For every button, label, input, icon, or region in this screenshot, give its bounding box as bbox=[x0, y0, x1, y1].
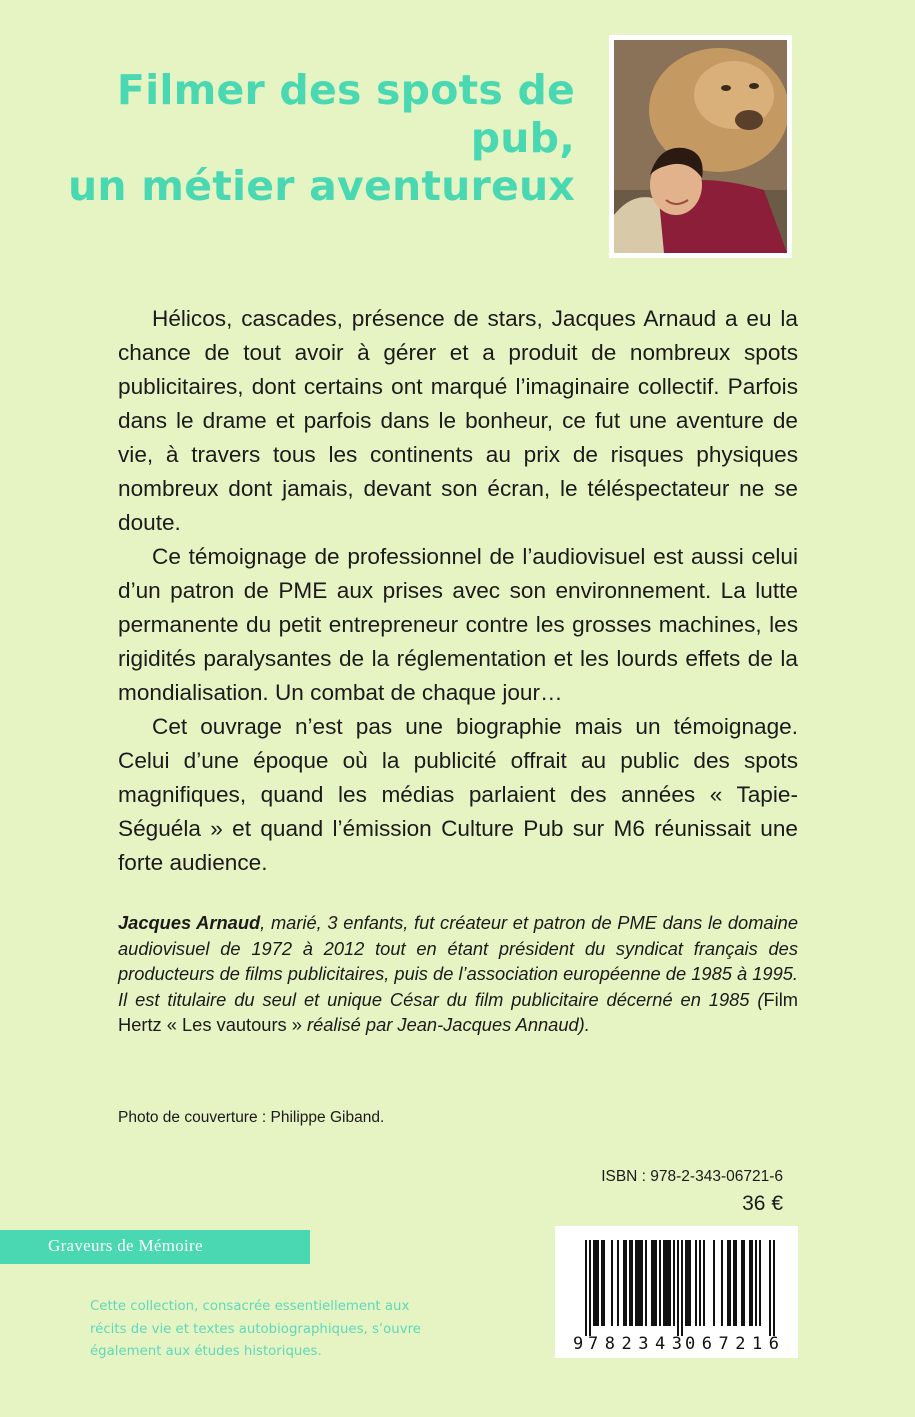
barcode-bar bbox=[673, 1240, 675, 1326]
title-line-2: un métier aventureux bbox=[68, 162, 575, 210]
synopsis-paragraph-1: Hélicos, cascades, présence de stars, Jacques Arnaud a eu la chance de tout avoir à gérer et a produit de nombreux spots publicitaires, dont certains ont marqué l’imaginaire collectif. Parfois dans le drame et parfois dans le bonheur, ce fut une aventure de vie, à travers tous les continents au prix de risques physiques nombreux dont jamais, devant son écran, le téléspectateur ne se doute. bbox=[118, 306, 798, 535]
price: 36 € bbox=[742, 1192, 783, 1215]
barcode-bar bbox=[641, 1240, 643, 1326]
photo-credit: Photo de couverture : Philippe Giband. bbox=[118, 1109, 385, 1126]
barcode-bar bbox=[601, 1240, 603, 1326]
barcode-bar bbox=[695, 1240, 697, 1326]
barcode-bar bbox=[759, 1240, 761, 1326]
barcode-bar bbox=[611, 1240, 613, 1326]
barcode-bar bbox=[625, 1240, 627, 1326]
barcode-icon bbox=[555, 1226, 798, 1358]
barcode-bar bbox=[729, 1240, 731, 1326]
author-bio bbox=[118, 910, 798, 1038]
title-line-1: Filmer des spots de pub, bbox=[116, 66, 575, 162]
barcode-bar bbox=[597, 1240, 599, 1326]
barcode-bar bbox=[593, 1240, 595, 1326]
barcode-bar bbox=[637, 1240, 639, 1326]
barcode-bar bbox=[687, 1240, 689, 1326]
barcode-bar bbox=[665, 1240, 667, 1326]
barcode-bar bbox=[667, 1240, 669, 1326]
barcode-bar bbox=[639, 1240, 641, 1326]
barcode-bar bbox=[653, 1240, 655, 1326]
barcode-bar bbox=[689, 1240, 691, 1326]
barcode-bar bbox=[651, 1240, 653, 1326]
barcode-bar bbox=[595, 1240, 597, 1326]
barcode-bar bbox=[713, 1240, 715, 1326]
barcode-bar bbox=[655, 1240, 657, 1326]
barcode-bar bbox=[585, 1240, 587, 1336]
barcode-bar bbox=[769, 1240, 771, 1336]
barcode-bar bbox=[663, 1240, 665, 1326]
bio-film-title: Film Hertz « Les vautours » bbox=[118, 988, 798, 1035]
barcode-bar bbox=[617, 1240, 619, 1326]
barcode-bar bbox=[699, 1240, 701, 1326]
barcode-bar bbox=[603, 1240, 605, 1326]
collection-description: Cette collection, consacrée essentiellement aux récits de vie et textes autobiographiques, s’ouvre également aux études historiques. bbox=[90, 1299, 421, 1359]
synopsis-paragraph-3: Cet ouvrage n’est pas une biographie mais un témoignage. Celui d’une époque où la publicité offrait au public des spots magnifiques, quand les médias parlaient des années « Tapie-Séguéla » et quand l’émission Culture Pub sur M6 réunissait une forte audience. bbox=[118, 714, 798, 875]
barcode-group-2: 067216 bbox=[685, 1334, 779, 1354]
bio-text-2: réalisé par Jean-Jacques Annaud). bbox=[301, 1014, 590, 1035]
barcode-bar bbox=[623, 1240, 625, 1326]
barcode-bar bbox=[741, 1240, 743, 1326]
barcode-bar bbox=[703, 1240, 705, 1326]
barcode-bar bbox=[733, 1240, 735, 1326]
collection-name: Graveurs de Mémoire bbox=[48, 1236, 203, 1255]
author-name: Jacques Arnaud bbox=[118, 912, 261, 933]
barcode-bar bbox=[743, 1240, 745, 1326]
barcode-bar bbox=[727, 1240, 729, 1326]
barcode-bar bbox=[635, 1240, 637, 1326]
synopsis-paragraph-2: Ce témoignage de professionnel de l’audiovisuel est aussi celui d’un patron de PME aux prises avec son environnement. La lutte permanente du petit entrepreneur contre les grosses machines, les rigidités paralysantes de la réglementation et les lourds effets de la mondialisation. Un combat de chaque jour… bbox=[118, 544, 798, 705]
barcode-bar bbox=[659, 1240, 661, 1326]
barcode-bar bbox=[773, 1240, 775, 1336]
barcode-bar bbox=[645, 1240, 647, 1326]
isbn: ISBN : 978-2-343-06721-6 bbox=[601, 1168, 783, 1185]
barcode bbox=[555, 1226, 798, 1358]
barcode-lead-digit: 9 bbox=[573, 1334, 584, 1354]
barcode-bar bbox=[631, 1240, 633, 1326]
barcode-bar bbox=[629, 1240, 631, 1326]
barcode-bar bbox=[669, 1240, 671, 1326]
barcode-bar bbox=[685, 1240, 687, 1326]
barcode-bar bbox=[589, 1240, 591, 1336]
bio-text-1: , marié, 3 enfants, fut créateur et patron de PME dans le domaine audiovisuel de 1972 à 2012 tout en étant président du syndicat français des producteurs de films publicitaires, puis de l’association européenne de 1985 à 1995. Il est titulaire du seul et unique César du film publicitaire décerné en 1985 ( bbox=[118, 912, 798, 1010]
barcode-bar bbox=[681, 1240, 683, 1336]
barcode-bar bbox=[755, 1240, 757, 1326]
collection-band bbox=[0, 1230, 310, 1264]
barcode-bar bbox=[735, 1240, 737, 1326]
synopsis bbox=[118, 302, 798, 880]
barcode-bar bbox=[677, 1240, 679, 1336]
barcode-bar bbox=[749, 1240, 751, 1326]
barcode-bar bbox=[721, 1240, 723, 1326]
author-with-lion-icon bbox=[614, 40, 787, 253]
author-photo bbox=[609, 35, 792, 258]
barcode-bar bbox=[751, 1240, 753, 1326]
barcode-group-1: 782343 bbox=[588, 1334, 682, 1354]
book-title bbox=[0, 66, 575, 210]
